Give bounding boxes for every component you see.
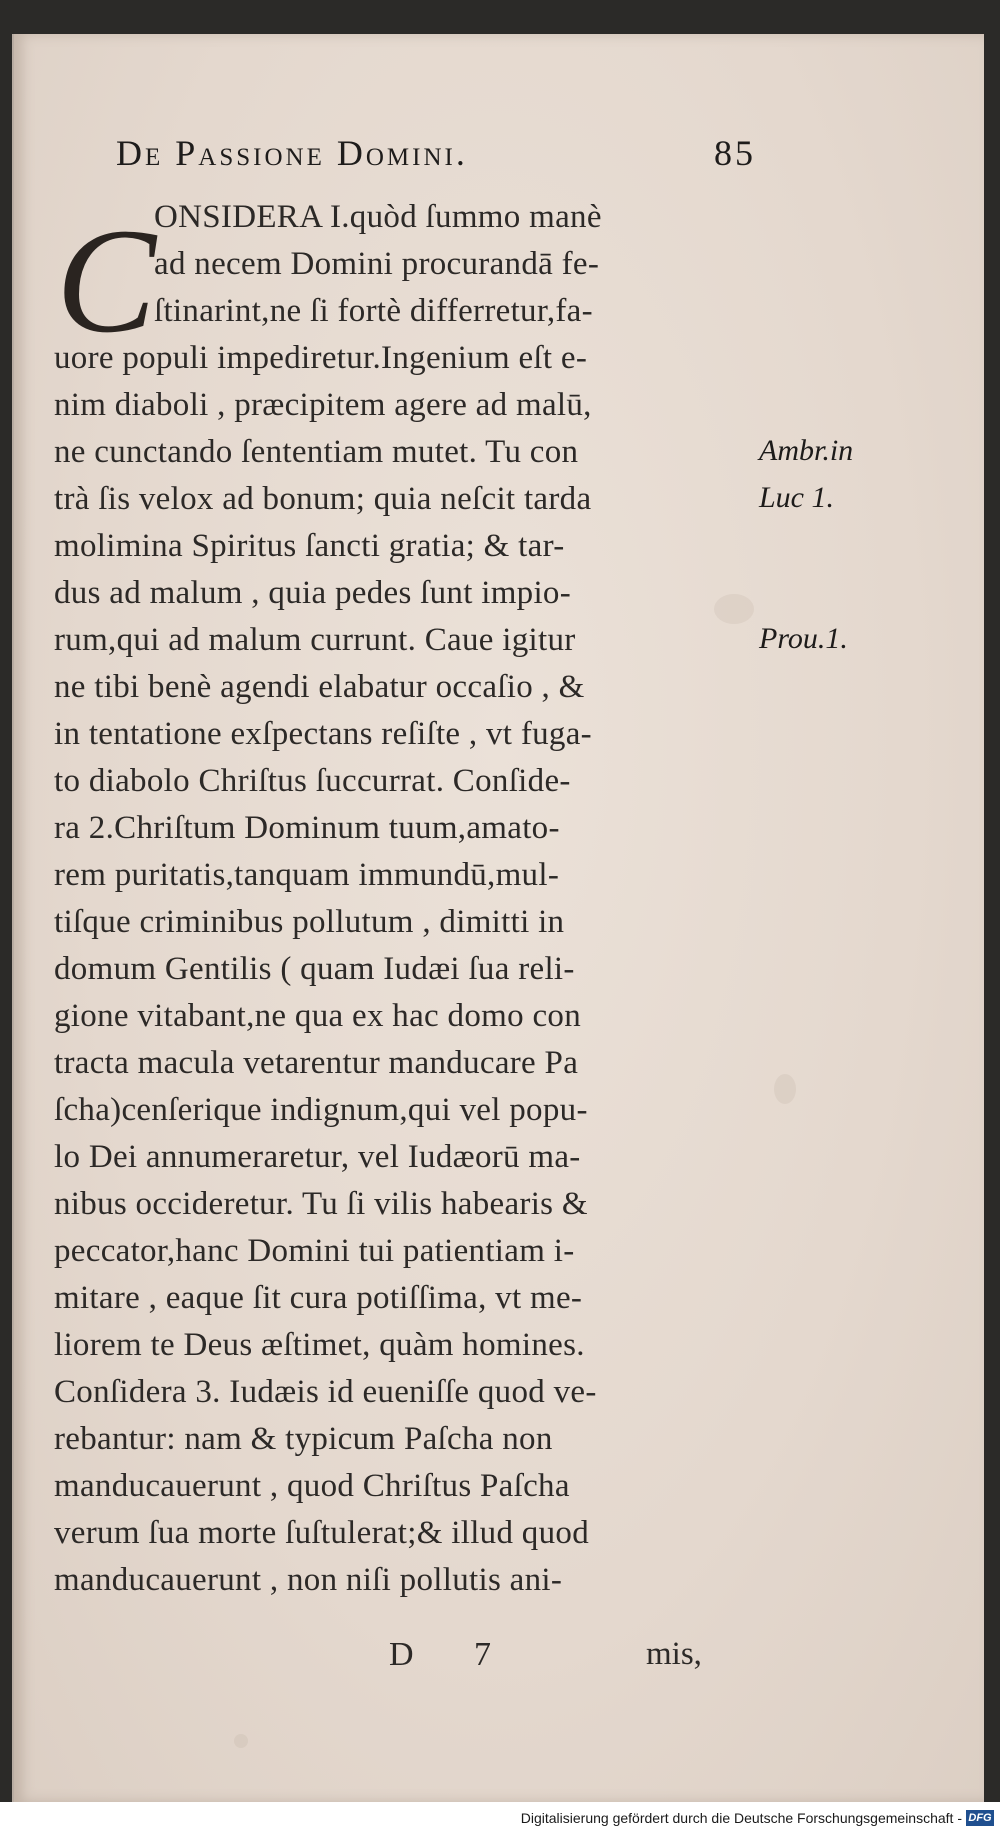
text-line: ſtinarint,ne ſi fortè differretur,fa- — [154, 293, 593, 329]
catchword: mis, — [646, 1636, 702, 1672]
text-line: dus ad malum , quia pedes ſunt impio- — [54, 575, 572, 611]
text-line: ONSIDERA I.quòd ſummo manè — [154, 199, 602, 235]
text-line: uore populi impediretur.Ingenium eſt e- — [54, 340, 588, 376]
text-line: manducauerunt , quod Chriſtus Paſcha — [54, 1468, 570, 1504]
text-line: manducauerunt , non niſi pollutis ani- — [54, 1562, 563, 1598]
text-line: ne cunctando ſententiam mutet. Tu con — [54, 434, 579, 470]
text-line: nim diaboli , præcipitem agere ad malū, — [54, 387, 592, 423]
header-title: De Passione Domini. — [116, 133, 468, 173]
text-line: rum,qui ad malum currunt. Caue igitur — [54, 622, 576, 658]
text-line: nibus occideretur. Tu ſi vilis habearis & — [54, 1186, 588, 1222]
text-line: liorem te Deus æſtimet, quàm homines. — [54, 1327, 585, 1363]
text-line: rebantur: nam & typicum Paſcha non — [54, 1421, 553, 1457]
text-line: peccator,hanc Domini tui patientiam i- — [54, 1233, 575, 1269]
credit-text: Digitalisierung gefördert durch die Deutsche Forschungsgemeinschaft - — [520, 1810, 962, 1826]
text-line: verum ſua morte ſuſtulerat;& illud quod — [54, 1515, 590, 1551]
drop-cap-initial: C — [56, 198, 157, 364]
text-line: molimina Spiritus ſancti gratia; & tar- — [54, 528, 565, 564]
text-line: tiſque criminibus pollutum , dimitti in — [54, 904, 565, 940]
text-line: ne tibi benè agendi elabatur occaſio , & — [54, 669, 585, 705]
margin-note-ambrose: Ambr.in — [759, 434, 854, 467]
margin-note-luke: Luc 1. — [759, 481, 834, 514]
book-page — [12, 34, 984, 1802]
text-line: tracta macula vetarentur manducare Pa — [54, 1045, 579, 1081]
text-line: ſcha)cenſerique indignum,qui vel popu- — [54, 1092, 588, 1128]
text-line: in tentatione exſpectans reſiſte , vt fuga- — [54, 716, 592, 752]
page-number: 85 — [714, 133, 756, 173]
text-line: domum Gentilis ( quam Iudæi ſua reli- — [54, 951, 575, 987]
margin-note-proverbs: Prou.1. — [759, 622, 848, 655]
text-line: ra 2.Chriſtum Dominum tuum,amato- — [54, 810, 560, 846]
text-line: gione vitabant,ne qua ex hac domo con — [54, 998, 582, 1034]
digitization-credit-bar — [0, 1802, 1000, 1834]
text-line: Conſidera 3. Iudæis id eueniſſe quod ve- — [54, 1374, 597, 1410]
text-line: ad necem Domini procurandā fe- — [154, 246, 600, 282]
text-line: trà ſis velox ad bonum; quia neſcit tarda — [54, 481, 592, 517]
body-text — [14, 34, 984, 1802]
signature-mark: D 7 — [389, 1636, 518, 1673]
text-line: mitare , eaque ſit cura potiſſima, vt me- — [54, 1280, 583, 1316]
text-line: to diabolo Chriſtus ſuccurrat. Conſide- — [54, 763, 571, 799]
text-line: rem puritatis,tanquam immundū,mul- — [54, 857, 560, 893]
text-line: lo Dei annumeraretur, vel Iudæorū ma- — [54, 1139, 581, 1175]
dfg-logo-icon: DFG — [966, 1810, 994, 1826]
